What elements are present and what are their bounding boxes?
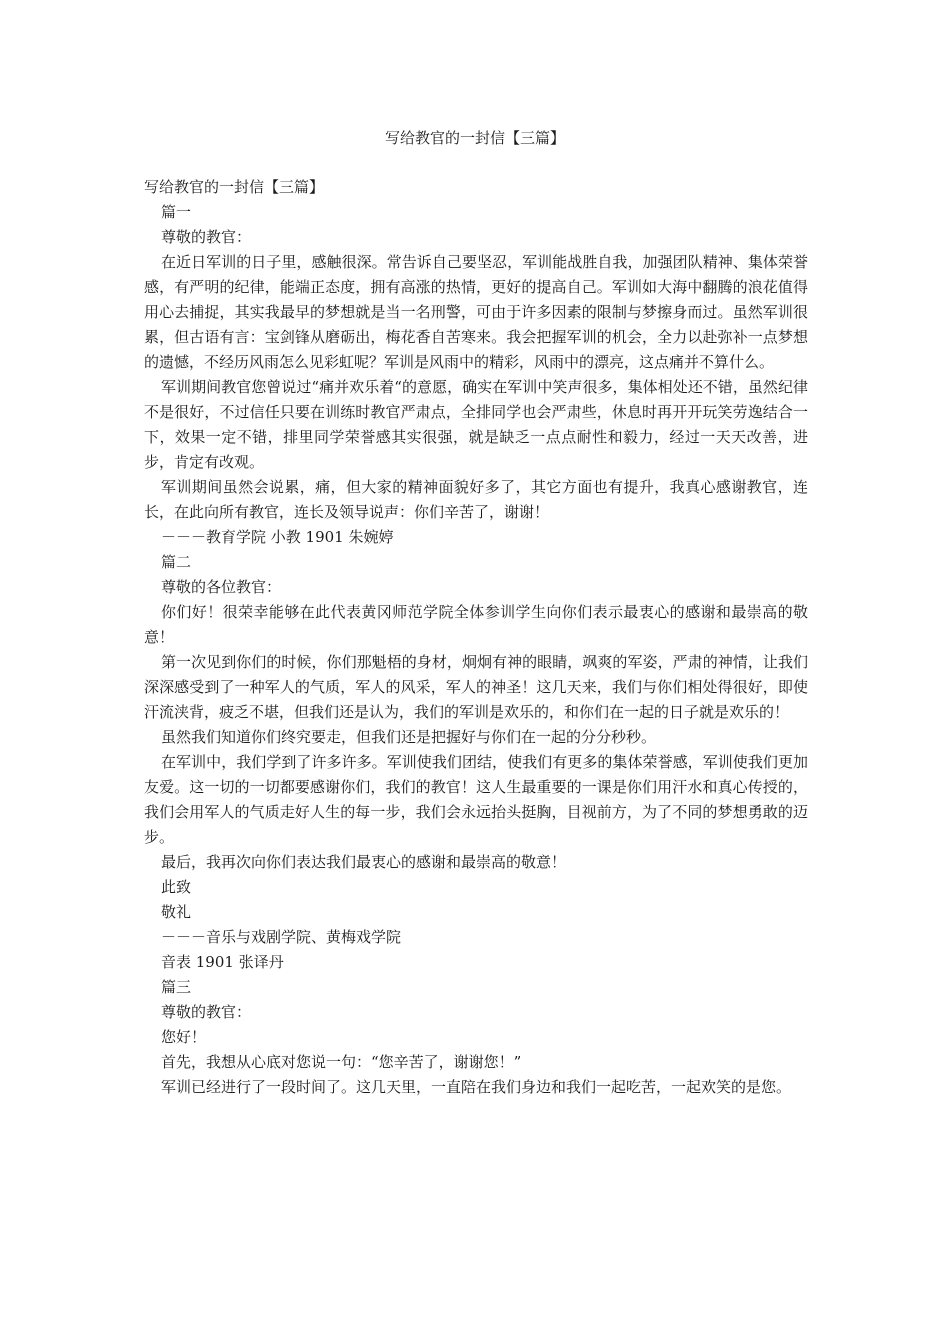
body-paragraph: 虽然我们知道你们终究要走，但我们还是把握好与你们在一起的分分秒秒。	[161, 728, 657, 746]
signature-1: －－－教育学院 小教 1901 朱婉婷	[161, 528, 394, 546]
page-title: 写给教官的一封信【三篇】	[384, 129, 565, 147]
section-heading-3: 篇三	[161, 978, 192, 996]
salutation-2: 尊敬的各位教官：	[161, 578, 282, 596]
body-paragraph: 军训期间虽然会说累，痛，但大家的精神面貌好多了，其它方面也有提升，我真心感谢教官，连长，在此向所有教官，连长及领导说声：你们辛苦了，谢谢！	[144, 478, 808, 521]
letter-body	[144, 175, 808, 1100]
salutation-1: 尊敬的教官：	[161, 228, 252, 246]
body-paragraph: 军训期间教官您曾说过“痛并欢乐着“的意愿，确实在军训中笑声很多，集体相处还不错，虽然纪律不是很好，不过信任只要在训练时教官严肃点，全排同学也会严肃些，休息时再开开玩笑劳逸结合一下，效果一定不错，排里同学荣誉感其实很强，就是缺乏一点点耐性和毅力，经过一天天改善，进步，肯定有改观。	[144, 378, 808, 471]
document-subtitle: 写给教官的一封信【三篇】	[144, 178, 325, 196]
section-heading-2: 篇二	[161, 553, 192, 571]
body-paragraph: 军训已经进行了一段时间了。这几天里，一直陪在我们身边和我们一起吃苦，一起欢笑的是您。	[161, 1078, 792, 1096]
body-paragraph: 第一次见到你们的时候，你们那魁梧的身材，炯炯有神的眼睛，飒爽的军姿，严肃的神情，让我们深深感受到了一种军人的气质，军人的风采，军人的神圣！这几天来，我们与你们相处得很好，即使汗流浃背，疲乏不堪，但我们还是认为，我们的军训是欢乐的，和你们在一起的日子就是欢乐的！	[144, 653, 808, 721]
signature-2: －－－音乐与戏剧学院、黄梅戏学院	[161, 928, 402, 946]
body-paragraph: 最后，我再次向你们表达我们最衷心的感谢和最崇高的敬意！	[161, 853, 567, 871]
closing-line: 敬礼	[161, 903, 192, 921]
body-paragraph: 你们好！很荣幸能够在此代表黄冈师范学院全体参训学生向你们表示最衷心的感谢和最崇高的敬意！	[144, 603, 808, 646]
salutation-3: 尊敬的教官：	[161, 1003, 252, 1021]
closing-line: 此致	[161, 878, 192, 896]
body-paragraph: 在军训中，我们学到了许多许多。军训使我们团结，使我们有更多的集体荣誉感，军训使我们更加友爱。这一切的一切都要感谢你们，我们的教官！这人生最重要的一课是你们用汗水和真心传授的，我们会用军人的气质走好人生的每一步，我们会永远抬头挺胸，目视前方，为了不同的梦想勇敢的迈步。	[144, 753, 808, 846]
greeting-line: 您好！	[161, 1028, 207, 1046]
section-heading-1: 篇一	[161, 203, 192, 221]
body-paragraph: 在近日军训的日子里，感触很深。常告诉自己要坚忍，军训能战胜自我，加强团队精神、集体荣誉感，有严明的纪律，能端正态度，拥有高涨的热情，更好的提高自己。军训如大海中翻腾的浪花值得用心去捕捉，其实我最早的梦想就是当一名刑警，可由于许多因素的限制与梦擦身而过。虽然军训很累，但古语有言：宝剑锋从磨砺出，梅花香自苦寒来。我会把握军训的机会，全力以赴弥补一点梦想的遗憾，不经历风雨怎么见彩虹呢？军训是风雨中的精彩，风雨中的漂亮，这点痛并不算什么。	[144, 253, 808, 371]
body-paragraph: 首先，我想从心底对您说一句：“您辛苦了，谢谢您！”	[161, 1053, 522, 1071]
signature-2-name: 音表 1901 张译丹	[161, 953, 284, 971]
